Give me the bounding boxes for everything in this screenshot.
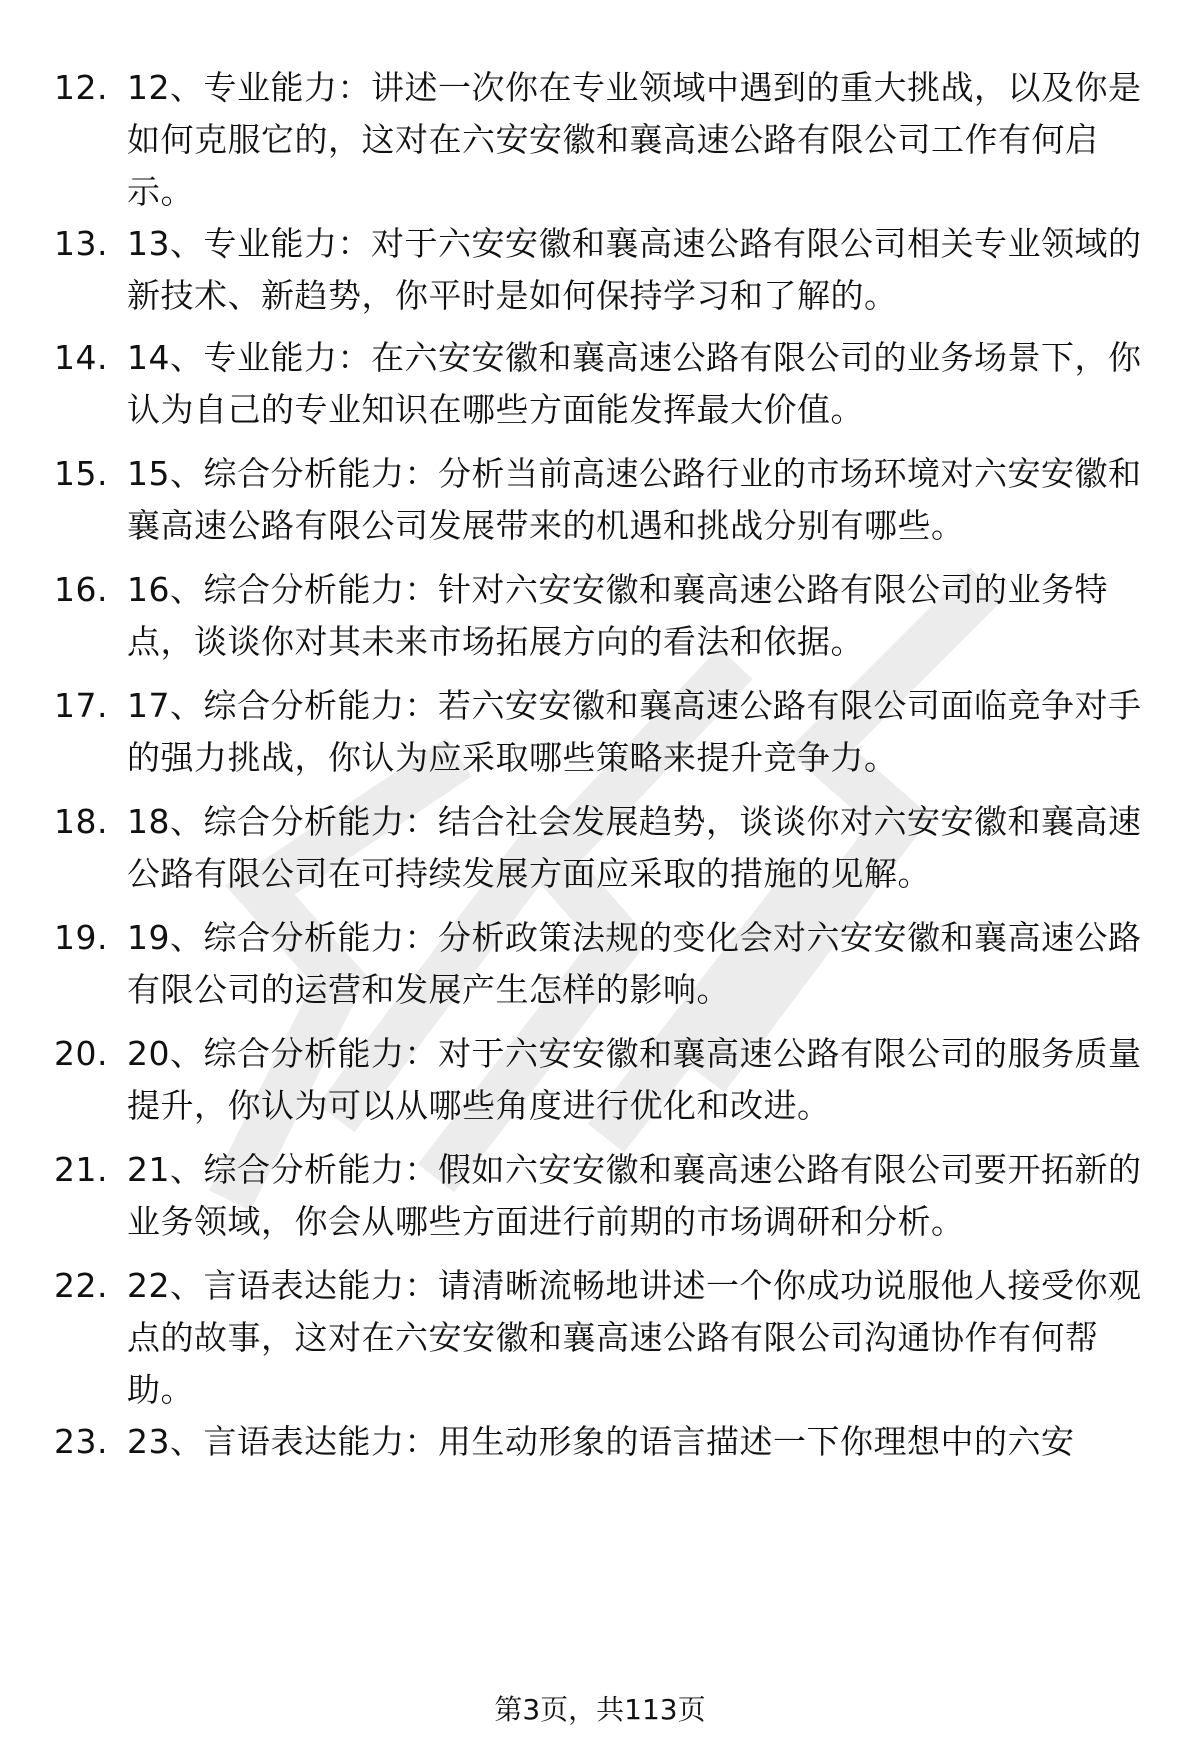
item-text: 22、言语表达能力：请清晰流畅地讲述一个你成功说服他人接受你观点的故事，这对在六安安徽和襄高速公路有限公司沟通协作有何帮助。 [127,1266,1142,1409]
item-text: 16、综合分析能力：针对六安安徽和襄高速公路有限公司的业务特点，谈谈你对其未来市场拓展方向的看法和依据。 [127,570,1108,661]
item-text: 17、综合分析能力：若六安安徽和襄高速公路有限公司面临竞争对手的强力挑战，你认为应采取哪些策略来提升竞争力。 [127,686,1142,777]
item-text: 21、综合分析能力：假如六安安徽和襄高速公路有限公司要开拓新的业务领域，你会从哪些方面进行前期的市场调研和分析。 [127,1150,1142,1241]
item-text: 12、专业能力：讲述一次你在专业领域中遇到的重大挑战，以及你是如何克服它的，这对在六安安徽和襄高速公路有限公司工作有何启示。 [127,68,1142,211]
item-number: 17. [54,686,108,725]
item-text: 18、综合分析能力：结合社会发展趋势，谈谈你对六安安徽和襄高速公路有限公司在可持续发展方面应采取的措施的见解。 [127,802,1142,893]
item-number: 18. [54,802,108,841]
item-number: 14. [54,338,108,377]
item-text: 20、综合分析能力：对于六安安徽和襄高速公路有限公司的服务质量提升，你认为可以从哪些角度进行优化和改进。 [127,1034,1142,1125]
item-number: 23. [54,1422,108,1461]
item-text: 15、综合分析能力：分析当前高速公路行业的市场环境对六安安徽和襄高速公路有限公司发展带来的机遇和挑战分别有哪些。 [127,454,1142,545]
item-text: 14、专业能力：在六安安徽和襄高速公路有限公司的业务场景下，你认为自己的专业知识在哪些方面能发挥最大价值。 [127,338,1142,429]
item-number: 21. [54,1150,108,1189]
item-number: 15. [54,454,108,493]
item-text: 23、言语表达能力：用生动形象的语言描述一下你理想中的六安 [127,1422,1075,1461]
item-text: 19、综合分析能力：分析政策法规的变化会对六安安徽和襄高速公路有限公司的运营和发展产生怎样的影响。 [127,918,1142,1009]
item-number: 13. [54,224,108,263]
page-footer: 第3页，共113页 [494,1693,706,1726]
item-number: 20. [54,1034,108,1073]
item-number: 22. [54,1266,108,1305]
item-number: 12. [54,68,108,107]
item-text: 13、专业能力：对于六安安徽和襄高速公路有限公司相关专业领域的新技术、新趋势，你平时是如何保持学习和了解的。 [127,224,1142,315]
item-number: 16. [54,570,108,609]
item-number: 19. [54,918,108,957]
